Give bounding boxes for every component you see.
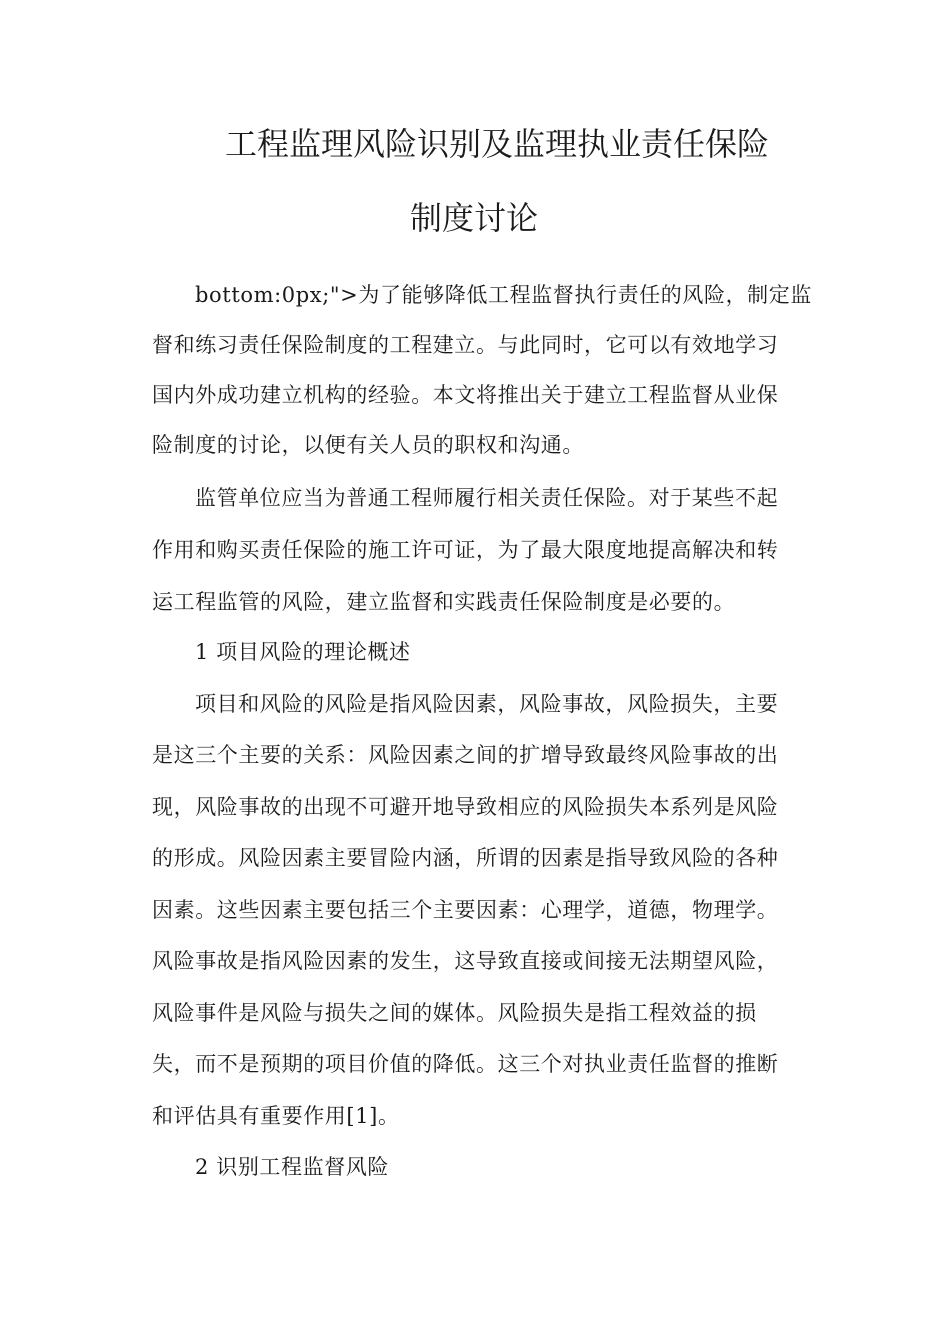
paragraph-3-line-1: 项目和风险的风险是指风险因素，风险事故，风险损失，主要 (195, 692, 779, 716)
document-title-line-2: 制度讨论 (410, 199, 539, 237)
paragraph-3-line-8: 失，而不是预期的项目价值的降低。这三个对执业责任监督的推断 (152, 1052, 779, 1076)
paragraph-1-line-2: 督和练习责任保险制度的工程建立。与此同时，它可以有效地学习 (152, 333, 779, 357)
paragraph-2-line-2: 作用和购买责任保险的施工许可证，为了最大限度地提高解决和转 (152, 538, 779, 562)
paragraph-3-line-9: 和评估具有重要作用[1]。 (152, 1104, 400, 1128)
paragraph-1-line-4: 险制度的讨论，以便有关人员的职权和沟通。 (152, 433, 584, 457)
document-title-line-1: 工程监理风险识别及监理执业责任保险 (225, 125, 770, 163)
section-heading-1: 1 项目风险的理论概述 (195, 640, 411, 664)
paragraph-2-line-1: 监管单位应当为普通工程师履行相关责任保险。对于某些不起 (195, 486, 779, 510)
paragraph-2-line-3: 运工程监管的风险，建立监督和实践责任保险制度是必要的。 (152, 590, 736, 614)
section-heading-2: 2 识别工程监督风险 (195, 1155, 390, 1179)
paragraph-3-line-6: 风险事故是指风险因素的发生，这导致直接或间接无法期望风险， (152, 949, 779, 973)
paragraph-1-line-3: 国内外成功建立机构的经验。本文将推出关于建立工程监督从业保 (152, 383, 779, 407)
paragraph-3-line-2: 是这三个主要的关系：风险因素之间的扩增导致最终风险事故的出 (152, 743, 779, 767)
paragraph-3-line-4: 的形成。风险因素主要冒险内涵，所谓的因素是指导致风险的各种 (152, 846, 779, 870)
paragraph-3-line-5: 因素。这些因素主要包括三个主要因素：心理学，道德，物理学。 (152, 898, 779, 922)
paragraph-3-line-7: 风险事件是风险与损失之间的媒体。风险损失是指工程效益的损 (152, 1001, 757, 1025)
paragraph-3-line-3: 现，风险事故的出现不可避开地导致相应的风险损失本系列是风险 (152, 795, 779, 819)
paragraph-1-line-1: bottom:0px;">为了能够降低工程监督执行责任的风险，制定监 (195, 283, 812, 307)
